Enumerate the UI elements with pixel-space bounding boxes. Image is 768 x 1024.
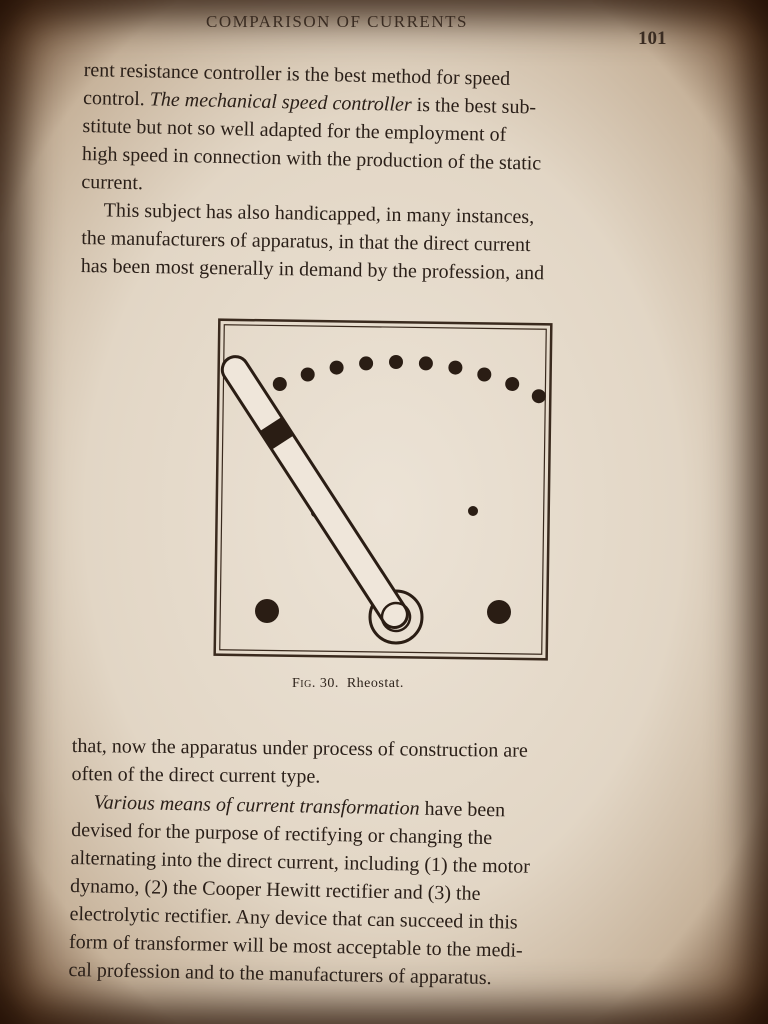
paragraph-3 <box>71 732 670 794</box>
text-line: has been most generally in demand by the profession, and <box>80 254 545 285</box>
italic-phrase: The mechanical speed controller <box>149 88 412 116</box>
text-line: current. <box>81 170 144 195</box>
contact-stud <box>505 377 519 391</box>
terminal-screw-left <box>255 599 279 623</box>
text-line: dynamo, (2) the Cooper Hewitt rectifier and (3) the <box>69 874 481 905</box>
figure-label: Fig. 30. <box>292 676 339 691</box>
lever-handle <box>217 352 412 633</box>
terminal-screw-right <box>487 600 511 624</box>
text-span: have been <box>419 797 506 822</box>
text-line: cal profession and to the manufacturers of apparatus. <box>68 958 492 990</box>
contact-stud <box>448 361 462 375</box>
contact-studs <box>273 355 546 403</box>
contact-stud <box>273 377 287 391</box>
text-line: high speed in connection with the production of the static <box>81 142 542 175</box>
lever-arm <box>217 351 416 636</box>
text-line: This subject has also handicapped, in many instances, <box>103 199 535 229</box>
contact-stud <box>359 356 373 370</box>
rheostat-figure <box>195 295 565 675</box>
paragraph-4 <box>68 788 666 995</box>
rheostat-illustration <box>195 295 565 675</box>
contact-stud <box>532 389 546 403</box>
paragraph-2 <box>81 196 678 289</box>
stop-marker-dot <box>468 506 478 516</box>
figure-caption <box>292 676 404 692</box>
text-line: devised for the purpose of rectifying or changing the <box>70 818 493 850</box>
text-line: that, now the apparatus under process of construction are <box>71 734 528 762</box>
contact-stud <box>419 356 433 370</box>
text-span: control. <box>82 86 150 111</box>
page-number: 101 <box>638 28 667 49</box>
contact-stud <box>301 368 315 382</box>
text-line: often of the direct current type. <box>71 762 321 788</box>
paragraph-1 <box>81 56 676 208</box>
running-head: COMPARISON OF CURRENTS <box>206 12 468 31</box>
text-line: form of transformer will be most acceptable to the medi- <box>68 930 523 962</box>
contact-stud <box>477 368 491 382</box>
text-line: stitute but not so well adapted for the employment of <box>82 114 507 146</box>
text-line: the manufacturers of apparatus, in that the direct current <box>81 226 531 257</box>
text-line: rent resistance controller is the best method for speed <box>83 58 511 90</box>
italic-phrase: Various means of current transformation <box>93 791 420 820</box>
text-span: is the best sub- <box>411 93 537 119</box>
text-line: electrolytic rectifier. Any device that can succeed in this <box>69 902 518 934</box>
figure-title: Rheostat. <box>346 676 404 691</box>
contact-stud <box>330 361 344 375</box>
contact-stud <box>389 355 403 369</box>
text-line: alternating into the direct current, including (1) the motor <box>70 846 531 878</box>
